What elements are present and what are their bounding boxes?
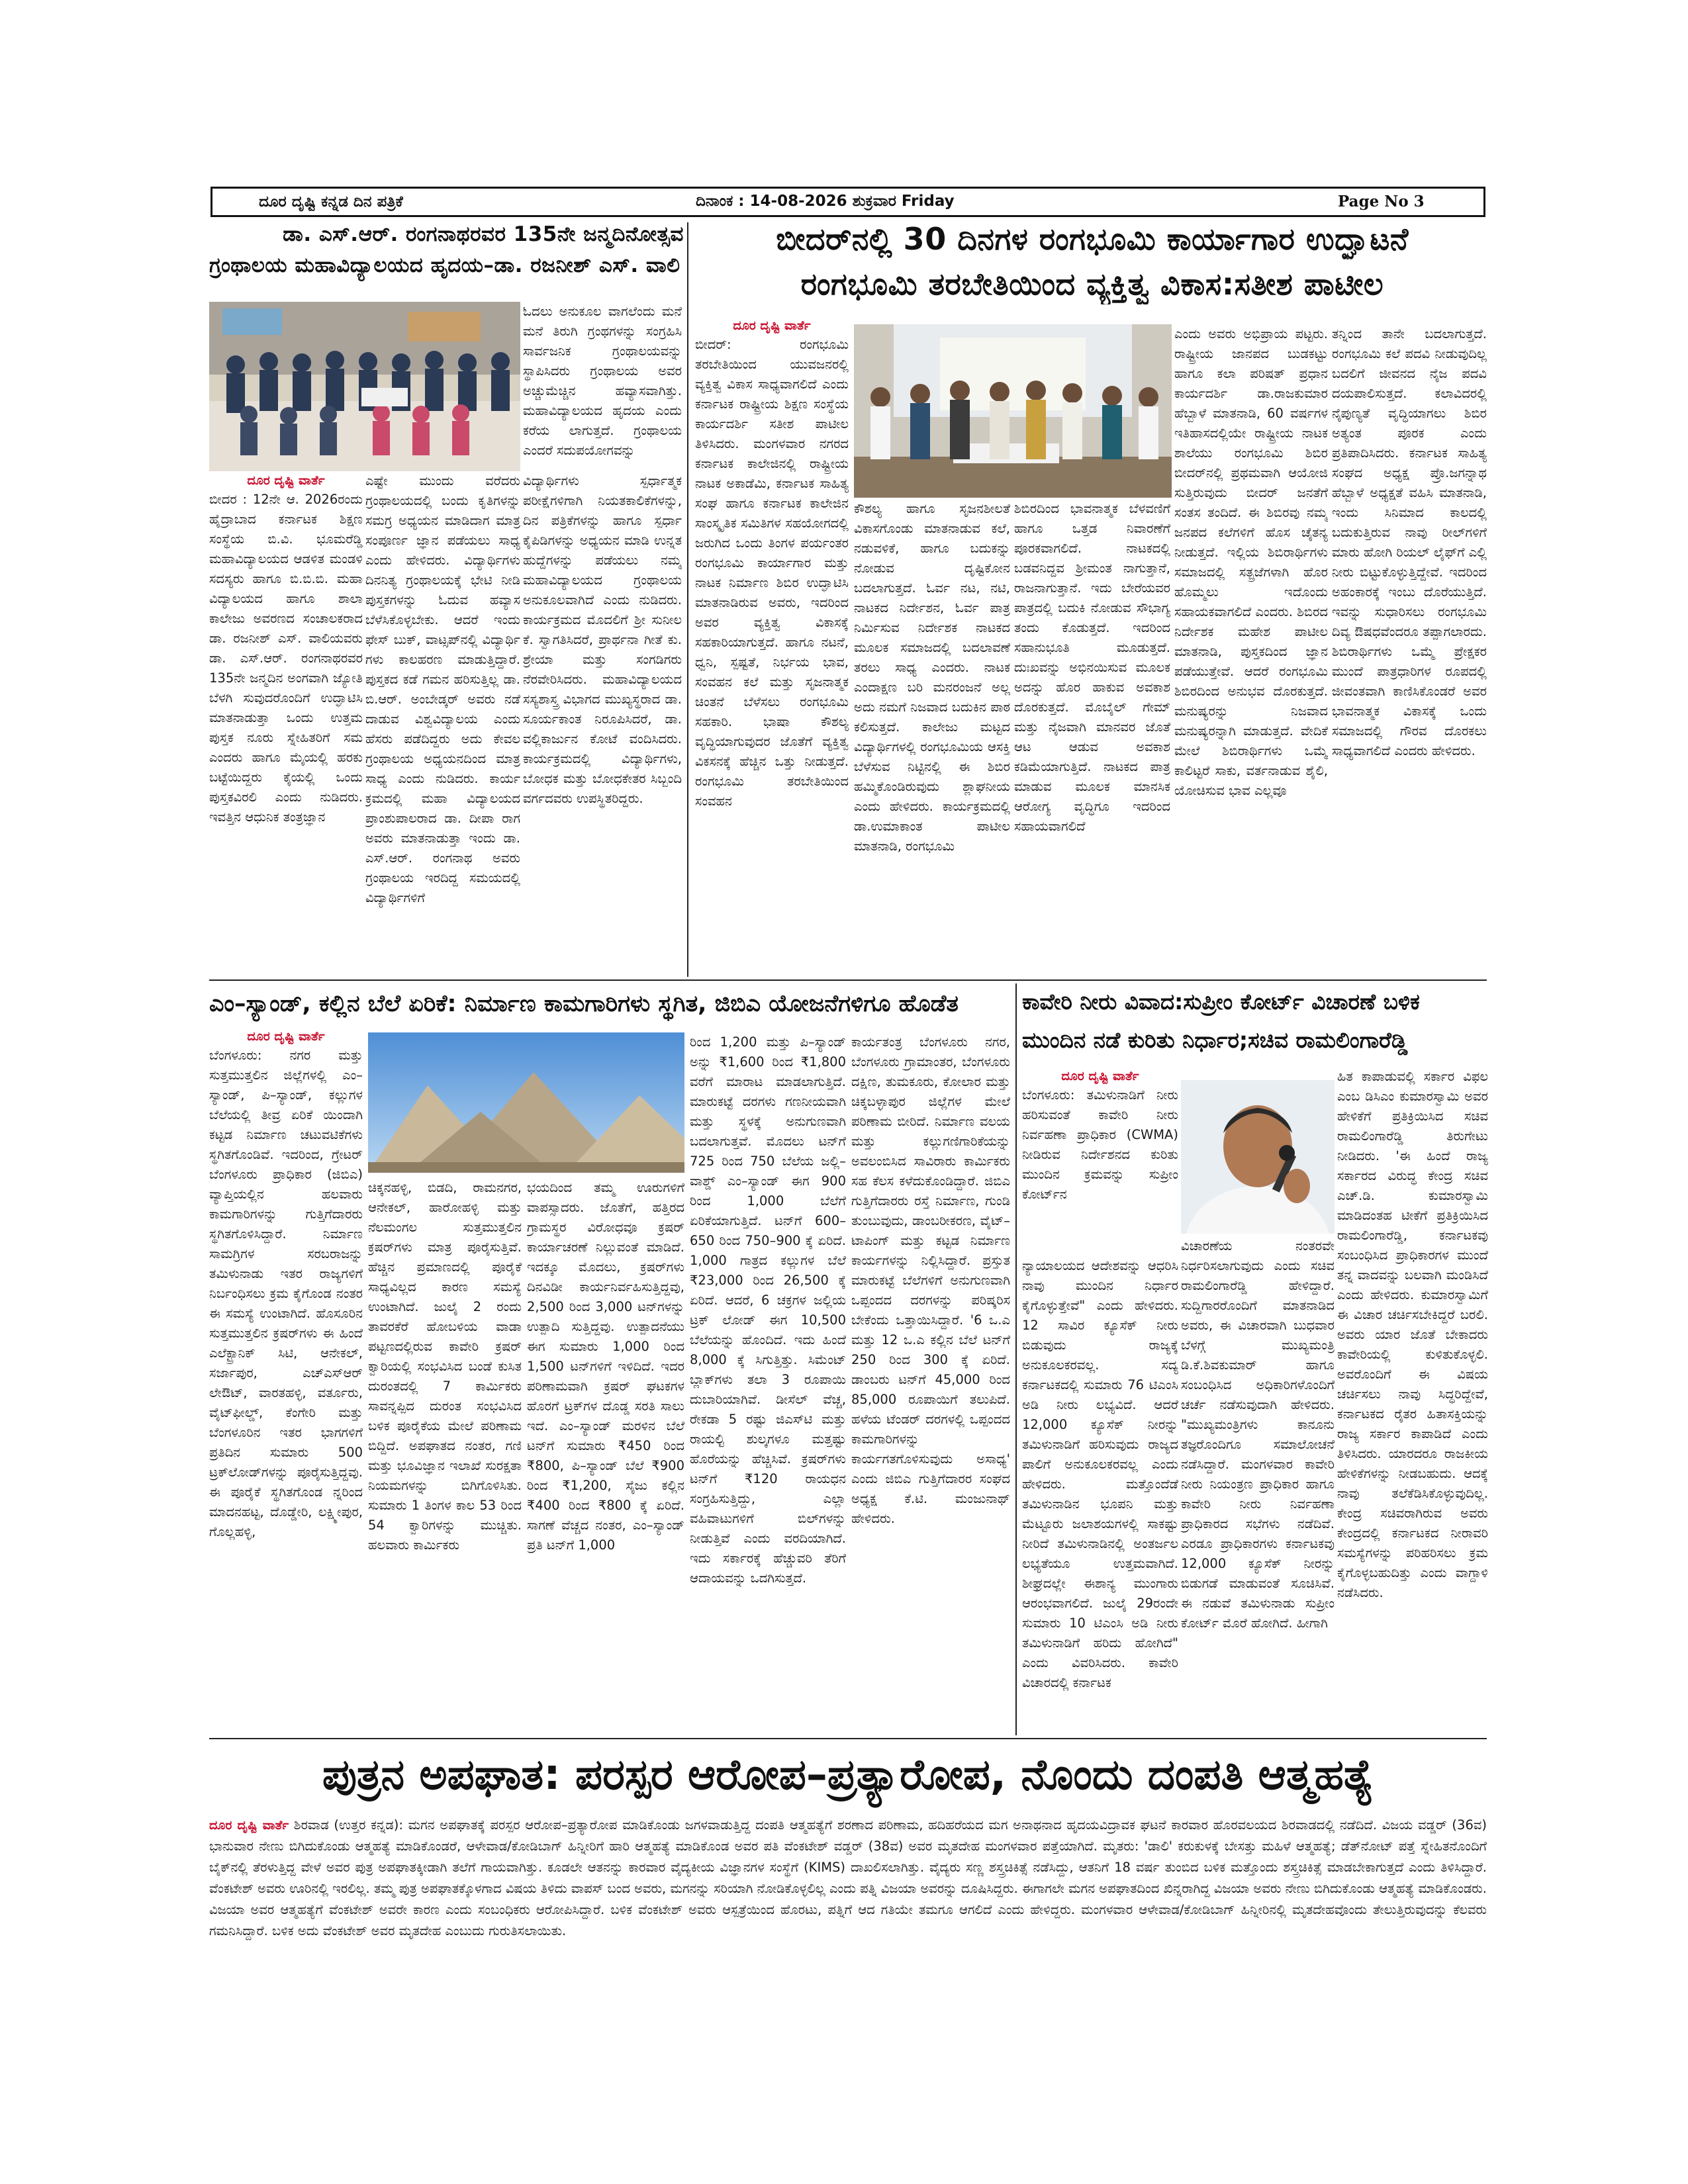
- story2-text-b: ಕೌಶಲ್ಯ ಹಾಗೂ ಸೃಜನಶೀಲತೆ ವಿಕಾಸಗೊಂಡು ಮಾತನಾಡುವ ಕಲೆ, ನಡುವಳಿಕೆ, ಹಾಗೂ ಬದುಕನ್ನು ನೋಡುವ ದೃಷ್ಟಿಕೋನ ಬದಲಾಗುತ್ತದೆ. ಓರ್ವ ನಟ, ನಟಿ, ನಾಟಕದ ನಿರ್ದೇಶನ, ಓರ್ವ ಪಾತ್ರ ನಿರ್ಮಿಸುವ ನಿರ್ದೇಶಕ ನಾಟಕದ ಮೂಲಕ ಸಮಾಜದಲ್ಲಿ ಬದಲಾವಣೆ ತರಲು ಸಾಧ್ಯ ಎಂದರು. ನಾಟಕ ಎಂದಾಕ್ಷಣ ಬರಿ ಮನರಂಜನೆ ಅಲ್ಲ ಅದು ನಮಗೆ ನಿಜವಾದ ಬದುಕಿನ ಪಾಠ ಕಲಿಸುತ್ತದೆ. ಕಾಲೇಜು ಮಟ್ಟದ ವಿದ್ಯಾರ್ಥಿಗಳಲ್ಲಿ ರಂಗಭೂಮಿಯ ಆಸಕ್ತಿ ಬೆಳೆಸುವ ನಿಟ್ಟಿನಲ್ಲಿ ಈ ಶಿಬಿರ ಹಮ್ಮಿಕೊಂಡಿರುವುದು ಶ್ಲಾಘನೀಯ ಎಂದು ಹೇಳಿದರು. ಕಾರ್ಯಕ್ರಮದಲ್ಲಿ ಡಾ.ಉಮಾಕಾಂತ ಪಾಟೀಲ ಮಾತನಾಡಿ, ರಂಗಭೂಮಿ: [854, 501, 1010, 854]
- byline: ದೂರ ದೃಷ್ಟಿ ವಾರ್ತೆ: [247, 1029, 325, 1044]
- story4-headline-2: ಮುಂದಿನ ನಡೆ ಕುರಿತು ನಿರ್ಧಾರ;ಸಚಿವ ರಾಮಲಿಂಗಾರೆಡ್ಡಿ: [1022, 1027, 1408, 1053]
- theatre-workshop-photo: [854, 324, 1172, 498]
- story5-body: [209, 1815, 1487, 2066]
- story4-column-a-top: [1022, 1067, 1178, 1255]
- story4-headline-1: ಕಾವೇರಿ ನೀರು ವಿವಾದ:ಸುಪ್ರೀಂ ಕೋರ್ಟ್ ವಿಚಾರಣೆ ಬಳಿಕ: [1022, 989, 1420, 1015]
- story1-column-a: [209, 471, 363, 981]
- story4-text-b: ವಿಚಾರಣೆಯ ನಂತರವೇ ನಿರ್ಧರಿಸಲಾಗುವುದು ಎಂದು ಸಚಿವ ರಾಮಲಿಂಗಾರೆಡ್ಡಿ ಹೇಳಿದ್ದಾರೆ. ಸುದ್ದಿಗಾರರೊಂದಿಗೆ ಮಾತನಾಡಿದ ಅವರು, ಈ ವಿಚಾರವಾಗಿ ಬುಧವಾರ ಬೆಳಗ್ಗೆ ಮುಖ್ಯಮಂತ್ರಿ ಡಿ.ಕೆ.ಶಿವಕುಮಾರ್ ಹಾಗೂ ಸಂಬಂಧಿಸಿದ ಅಧಿಕಾರಿಗಳೊಂದಿಗೆ ಚರ್ಚೆ ನಡೆಸುವುದಾಗಿ ಹೇಳಿದರು. "ಮುಖ್ಯಮಂತ್ರಿಗಳು ಕಾನೂನು ತಜ್ಞರೊಂದಿಗೂ ಸಮಾಲೋಚನೆ ನಡೆಸಿದ್ದಾರೆ. ಮಂಗಳವಾರ ಕಾವೇರಿ ನೀರು ನಿಯಂತ್ರಣ ಪ್ರಾಧಿಕಾರ ಹಾಗೂ ಕಾವೇರಿ ನೀರು ನಿರ್ವಹಣಾ ಪ್ರಾಧಿಕಾರದ ಸಭೆಗಳು ನಡೆದಿವೆ. ಎರಡೂ ಪ್ರಾಧಿಕಾರಗಳು ಕರ್ನಾಟಕವು 12,000 ಕ್ಯೂಸೆಕ್ ನೀರನ್ನು ಬಿಡುಗಡೆ ಮಾಡುವಂತೆ ಸೂಚಿಸಿವೆ. ಈ ನಡುವೆ ತಮಿಳುನಾಡು ಸುಪ್ರೀಂ ಕೋರ್ಟ್ ಮೊರೆ ಹೋಗಿದೆ. ಹೀಗಾಗಿ: [1181, 1238, 1335, 1631]
- byline: ದೂರ ದೃಷ್ಟಿ ವಾರ್ತೆ: [247, 473, 325, 488]
- library-event-photo: [209, 302, 520, 471]
- story1-headline-1: ಡಾ. ಎಸ್.ಆರ್. ರಂಗನಾಥರವರ 135ನೇ ಜನ್ಮದಿನೋತ್ಸವ: [283, 222, 684, 246]
- page-header: [211, 187, 1485, 217]
- story4-text-a-top: ಬೆಂಗಳೂರು: ತಮಿಳುನಾಡಿಗೆ ನೀರು ಹರಿಸುವಂತೆ ಕಾವೇರಿ ನೀರು ನಿರ್ವಹಣಾ ಪ್ರಾಧಿಕಾರ (CWMA) ನೀಡಿರುವ ನಿರ್ದೇಶನದ ಕುರಿತು ಮುಂದಿನ ಕ್ರಮವನ್ನು ಸುಪ್ರೀಂ ಕೋರ್ಟ್‌ನ: [1022, 1087, 1178, 1202]
- minister-portrait-photo: [1181, 1080, 1335, 1234]
- sand-heaps-photo: [368, 1032, 684, 1173]
- story2-headline-1: ಬೀದರ್‌ನಲ್ಲಿ 30 ದಿನಗಳ ರಂಗಭೂಮಿ ಕಾರ್ಯಾಗಾರ ಉದ್ಘಾಟನೆ: [776, 221, 1409, 257]
- story2-text-d: ಎಂದು ಅವರು ಅಭಿಪ್ರಾಯ ಪಟ್ಟರು. ರಾಷ್ಟ್ರೀಯ ಜಾನಪದ ಬುಡಕಟ್ಟು ಹಾಗೂ ಕಲಾ ಪರಿಷತ್ ಪ್ರಧಾನ ಕಾರ್ಯದರ್ಶಿ ಡಾ.ರಾಜಕುಮಾರ ಹೆಬ್ಬಾಳೆ ಮಾತನಾಡಿ, 60 ವರ್ಷಗಳ ಇತಿಹಾಸದಲ್ಲಿಯೇ ರಾಷ್ಟ್ರೀಯ ನಾಟಕ ಶಾಲೆಯು ರಂಗಭೂಮಿ ಶಿಬಿರ ಬೀದರ್‌ನಲ್ಲಿ ಪ್ರಥಮವಾಗಿ ಆಯೋಜಿ ಸುತ್ತಿರುವುದು ಬೀದರ್ ಜನತೆಗೆ ಸಂತಸ ತಂದಿದೆ. ಈ ಶಿಬಿರವು ನಮ್ಮ ಜನಪದ ಕಲೆಗಳಿಗೆ ಹೊಸ ಚೈತನ್ಯ ನೀಡುತ್ತದೆ. ಇಲ್ಲಿಯ ಶಿಬಿರಾರ್ಥಿಗಳು ಸಮಾಜದಲ್ಲಿ ಸತ್ಪ್ರಜೆಗಳಾಗಿ ಹೊರ ಹೊಮ್ಮಲು ಇದೊಂದು ಸಹಾಯಕವಾಗಲಿದೆ ಎಂದರು. ಶಿಬಿರದ ನಿರ್ದೇಶಕ ಮಹೇಶ ಪಾಟೀಲ ಮಾತನಾಡಿ, ಪುಸ್ತಕದಿಂದ ಜ್ಞಾನ ಪಡೆಯುತ್ತೇವೆ. ಆದರೆ ರಂಗಭೂಮಿ ಶಿಬಿರದಿಂದ ಅನುಭವ ದೊರಕುತ್ತದೆ. ಮನುಷ್ಯರನ್ನು ನಿಜವಾದ ಮನುಷ್ಯರನ್ನಾಗಿ ಮಾಡುತ್ತದೆ. ವೇದಿಕೆ ಮೇಲೆ ಶಿಬಿರಾರ್ಥಿಗಳು ಒಮ್ಮೆ ಕಾಲಿಟ್ಟರೆ ಸಾಕು, ವರ್ತನಾಡುವ ಶೈಲಿ, ಯೋಚಿಸುವ ಭಾವ ಎಲ್ಲವೂ: [1174, 326, 1328, 798]
- story3-headline: ಎಂ–ಸ್ಯಾಂಡ್, ಕಲ್ಲಿನ ಬೆಲೆ ಏರಿಕೆ: ನಿರ್ಮಾಣ ಕಾಮಗಾರಿಗಳು ಸ್ಥಗಿತ, ಜಿಬಿಎ ಯೋಜನೆಗಳಿಗೂ ಹೊಡೆತ: [209, 991, 959, 1017]
- story2-headline-2: ರಂಗಭೂಮಿ ತರಬೇತಿಯಿಂದ ವ್ಯಕ್ತಿತ್ವ ವಿಕಾಸ:ಸತೀಶ ಪಾಟೀಲ: [800, 266, 1384, 302]
- column-rule: [1015, 983, 1017, 1735]
- byline: ದೂರ ದೃಷ್ಟಿ ವಾರ್ತೆ: [209, 1818, 289, 1833]
- story5-text: ಶಿರವಾಡ (ಉತ್ತರ ಕನ್ನಡ): ಮಗನ ಅಪಘಾತಕ್ಕೆ ಪರಸ್ಪರ ಆರೋಪ–ಪ್ರತ್ಯಾರೋಪ ಮಾಡಿಕೊಂಡು ಜಗಳವಾಡುತ್ತಿದ್ದ ದಂಪತಿ ಆತ್ಮಹತ್ಯೆಗೆ ಶರಣಾದ ಪರಿಣಾಮ, ಹದಿಹರೆಯದ ಮಗ ಅನಾಥನಾದ ಹೃದಯವಿದ್ರಾವಕ ಘಟನೆ ಕಾರವಾರ ಹೊರವಲಯದ ಶಿರವಾಡದಲ್ಲಿ ನಡೆದಿದೆ. ವಿಜಯ ವಡ್ಡರ್ (36ವ) ಭಾನುವಾರ ನೇಣು ಬಿಗಿದುಕೊಂಡು ಆತ್ಮಹತ್ಯೆ ಮಾಡಿಕೊಂಡರೆ, ಆಳೇವಾಡ/ಕೋಡಿಬಾಗ್ ಹಿನ್ನೀರಿಗೆ ಹಾರಿ ಆತ್ಮಹತ್ಯೆ ಮಾಡಿಕೊಂಡ ಅವರ ಪತಿ ವೆಂಕಟೇಶ್ ವಡ್ಡರ್ (38ವ) ಅವರ ಮೃತದೇಹ ಮಂಗಳವಾರ ಪತ್ತೆಯಾಗಿದೆ. ಮೃತರು: 'ಡಾಲಿ' ಕರುಕುಳಕ್ಕೆ ಬೇಸತ್ತು ಮಹಿಳೆ ಆತ್ಮಹತ್ಯೆ; ಡೆತ್‌ನೋಟ್ ಪತ್ತೆ ಸ್ನೇಹಿತನೊಂದಿಗೆ ಬೈಕ್‌ನಲ್ಲಿ ತೆರಳುತ್ತಿದ್ದ ವೇಳೆ ಅವರ ಪುತ್ರ ಅಪಘಾತಕ್ಕೀಡಾಗಿ ತಲೆಗೆ ಗಾಯವಾಗಿತ್ತು. ಕೂಡಲೇ ಆತನನ್ನು ಕಾರವಾರ ವೈದ್ಯಕೀಯ ವಿಜ್ಞಾನಗಳ ಸಂಸ್ಥೆಗೆ (KIMS) ದಾಖಲಿಸಲಾಗಿತ್ತು. ವೈದ್ಯರು ಸಣ್ಣ ಶಸ್ತ್ರಚಿಕಿತ್ಸೆ ನಡೆಸಿದ್ದು, ಆತನಿಗೆ 18 ವರ್ಷ ತುಂಬಿದ ಬಳಿಕ ಮತ್ತೊಂದು ಶಸ್ತ್ರಚಿಕಿತ್ಸೆ ಮಾಡಬೇಕಾಗುತ್ತದೆ ಎಂದು ತಿಳಿಸಿದ್ದಾರೆ. ವೆಂಕಟೇಶ್ ಅವರು ಊರಿನಲ್ಲಿ ಇರಲಿಲ್ಲ. ತಮ್ಮ ಪುತ್ರ ಅಪಘಾತಕ್ಕೊಳಗಾದ ವಿಷಯ ತಿಳಿದು ವಾಪಸ್ ಬಂದ ಅವರು, ಮಗನನ್ನು ಸರಿಯಾಗಿ ನೋಡಿಕೊಳ್ಳಲಿಲ್ಲ ಎಂದು ಪತ್ನಿ ವಿಜಯಾ ಅವರನ್ನು ದೂಷಿಸಿದ್ದರು. ಈಗಾಗಲೇ ಮಗನ ಅಪಘಾತದಿಂದ ಖಿನ್ನರಾಗಿದ್ದ ವಿಜಯಾ ಅವರು ನೇಣು ಬಿಗಿದುಕೊಂಡು ಆತ್ಮಹತ್ಯೆ ಮಾಡಿಕೊಂಡರು. ವಿಜಯಾ ಅವರ ಆತ್ಮಹತ್ಯೆಗೆ ವೆಂಕಟೇಶ್ ಅವರೇ ಕಾರಣ ಎಂದು ಸಂಬಂಧಿಕರು ಆರೋಪಿಸಿದ್ದಾರೆ. ಬಳಿಕ ವೆಂಕಟೇಶ್ ಅವರು ಆಸ್ಪತ್ರೆಯಿಂದ ಹೊರಟು, ಪತ್ನಿಗೆ ಆದ ಗತಿಯೇ ತಮಗೂ ಆಗಲಿದೆ ಎಂದು ಹೇಳಿದ್ದರು. ಮಂಗಳವಾರ ಆಳೇವಾಡ/ಕೋಡಿಬಾಗ್ ಹಿನ್ನೀರಿನಲ್ಲಿ ಮೃತದೇಹವೊಂದು ತೇಲುತ್ತಿರುವುದನ್ನು ಕೆಲವರು ಗಮನಿಸಿದ್ದಾರೆ. ಬಳಿಕ ಅದು ವೆಂಕಟೇಶ್ ಅವರ ಮೃತದೇಹ ಎಂಬುದು ಗುರುತಿಸಲಾಯಿತು.: [209, 1817, 1487, 1938]
- story3-column-a: [209, 1027, 363, 1734]
- story3-text-d: ರಿಂದ 1,200 ಮತ್ತು ಪಿ–ಸ್ಯಾಂಡ್ ಅನ್ನು ₹1,600 ರಿಂದ ₹1,800 ವರೆಗೆ ಮಾರಾಟ ಮಾಡಲಾಗುತ್ತಿದೆ. ಮಾರುಕಟ್ಟೆ ದರಗಳು ಗಣನೀಯವಾಗಿ ಮತ್ತು ಸ್ಥಳಕ್ಕೆ ಅನುಗುಣವಾಗಿ ಬದಲಾಗುತ್ತವೆ. ಮೊದಲು ಟನ್‌ಗೆ 725 ರಿಂದ 750 ಬೆಲೆಯ ಜಲ್ಲಿ–ವಾಶ್ಡ್ ಎಂ–ಸ್ಯಾಂಡ್ ಈಗ 900 ರಿಂದ 1,000 ಬೆಲೆಗೆ ಏರಿಕೆಯಾಗುತ್ತಿದೆ. ಟನ್‌ಗೆ 600–650 ರಿಂದ 750–900 ಕ್ಕೆ ಏರಿದೆ. 1,000 ಗಾತ್ರದ ಕಲ್ಲುಗಳ ಬೆಲೆ ₹23,000 ರಿಂದ 26,500 ಕ್ಕೆ ಏರಿದೆ. ಆದರೆ, 6 ಚಕ್ರಗಳ ಜಲ್ಲಿಯ ಟ್ರಕ್ ಲೋಡ್ ಈಗ 10,500 ಬೆಲೆಯನ್ನು ಹೊಂದಿದೆ. ಇದು ಹಿಂದೆ 8,000 ಕ್ಕೆ ಸಿಗುತ್ತಿತ್ತು. ಸಿಮೆಂಟ್ ಬ್ಲಾಕ್‌ಗಳು ತಲಾ 3 ರೂಪಾಯಿ ದುಬಾರಿಯಾಗಿವೆ. ಡೀಸೆಲ್ ವೆಚ್ಚ, ರೇಕಡಾ 5 ರಷ್ಟು ಜಿಎಸ್‌ಟಿ ಮತ್ತು ರಾಯಲ್ಟಿ ಶುಲ್ಕಗಳೂ ಮತ್ತಷ್ಟು ಹೊರೆಯನ್ನು ಹೆಚ್ಚಿಸಿವೆ. ಕ್ರಷರ್‌ಗಳು ಟನ್‌ಗೆ ₹120 ರಾಯಧನ ಸಂಗ್ರಹಿಸುತ್ತಿದ್ದು, ಎಲ್ಲಾ ವಹಿವಾಟುಗಳಿಗೆ ಬಿಲ್‌ಗಳನ್ನು ನೀಡುತ್ತಿವೆ ಎಂದು ವರದಿಯಾಗಿದೆ. ಇದು ಸರ್ಕಾರಕ್ಕೆ ಹೆಚ್ಚುವರಿ ತೆರಿಗೆ ಆದಾಯವನ್ನು ಒದಗಿಸುತ್ತದೆ.: [690, 1034, 846, 1586]
- section-rule: [209, 1738, 1487, 1739]
- byline: ದೂರ ದೃಷ್ಟಿ ವಾರ್ತೆ: [733, 318, 811, 333]
- story3-text-a: ಬೆಂಗಳೂರು: ನಗರ ಮತ್ತು ಸುತ್ತಮುತ್ತಲಿನ ಜಿಲ್ಲೆಗಳಲ್ಲಿ ಎಂ–ಸ್ಯಾಂಡ್, ಪಿ–ಸ್ಯಾಂಡ್, ಕಲ್ಲುಗಳ ಬೆಲೆಯಲ್ಲಿ ತೀವ್ರ ಏರಿಕೆ ಯಿಂದಾಗಿ ಕಟ್ಟಡ ನಿರ್ಮಾಣ ಚಟುವಟಿಕೆಗಳು ಸ್ಥಗಿತಗೊಂಡಿವೆ. ಇದರಿಂದ, ಗ್ರೇಟರ್ ಬೆಂಗಳೂರು ಪ್ರಾಧಿಕಾರ (ಜಿಬಿಎ) ವ್ಯಾಪ್ತಿಯಲ್ಲಿನ ಹಲವಾರು ಕಾಮಗಾರಿಗಳನ್ನು ಗುತ್ತಿಗೆದಾರರು ಸ್ಥಗಿತಗೊಳಿಸಿದ್ದಾರೆ. ನಿರ್ಮಾಣ ಸಾಮಗ್ರಿಗಳ ಸರಬರಾಜನ್ನು ತಮಿಳುನಾಡು ಇತರ ರಾಜ್ಯಗಳಿಗೆ ನಿರ್ಬಂಧಿಸಲು ಕ್ರಮ ಕೈಗೊಂಡ ನಂತರ ಈ ಸಮಸ್ಯೆ ಉಂಟಾಗಿದೆ. ಹೊಸೂರಿನ ಸುತ್ತಮುತ್ತಲಿನ ಕ್ರಷರ್‌ಗಳು ಈ ಹಿಂದೆ ಎಲೆಕ್ಟ್ರಾನಿಕ್ ಸಿಟಿ, ಆನೇಕಲ್, ಸರ್ಜಾಪುರ, ಎಚ್‌ಎಸ್‌ಆರ್ ಲೇಔಟ್, ವಾರತಹಳ್ಳಿ, ವರ್ತೂರು, ವೈಟ್‌ಫೀಲ್ಡ್, ಕೆಂಗೇರಿ ಮತ್ತು ಬೆಂಗಳೂರಿನ ಇತರ ಭಾಗಗಳಿಗೆ ಪ್ರತಿದಿನ ಸುಮಾರು 500 ಟ್ರಕ್‌ಲೋಡ್‌ಗಳನ್ನು ಪೂರೈಸುತ್ತಿದ್ದವು. ಈ ಪೂರೈಕೆ ಸ್ಥಗಿತಗೊಂಡ ನ್ನರಿಂದ ಮಾದನಹಟ್ಟ, ದೊಡ್ಡೇರಿ, ಲಕ್ಷ್ಮೀಪುರ, ಗೊಲ್ಲಹಳ್ಳಿ,: [209, 1048, 363, 1539]
- story3-text-b: ಚಿಕ್ಕನಹಳ್ಳಿ, ಬಿಡದಿ, ರಾಮನಗರ, ಆನೇಕಲ್, ಹಾರೋಹಳ್ಳಿ ಮತ್ತು ನೆಲಮಂಗಲ ಸುತ್ತಮುತ್ತಲಿನ ಕ್ರಷರ್‌ಗಳು ಮಾತ್ರ ಪೂರೈಸುತ್ತಿವೆ. ಹೆಚ್ಚಿನ ಪ್ರಮಾಣದಲ್ಲಿ ಪೂರೈಕೆ ಸಾಧ್ಯವಿಲ್ಲದ ಕಾರಣ ಸಮಸ್ಯೆ ಉಂಟಾಗಿದೆ. ಜುಲೈ 2 ರಂದು ತಾವರಕೆರೆ ಹೋಬಳಿಯ ವಾಡಾ ಪಟ್ಟಣದಲ್ಲಿರುವ ಕಾವೇರಿ ಕ್ರಷರ್ ಕ್ವಾರಿಯಲ್ಲಿ ಸಂಭವಿಸಿದ ಬಂಡೆ ಕುಸಿತ ದುರಂತದಲ್ಲಿ 7 ಕಾರ್ಮಿಕರು ಸಾವನ್ನಪ್ಪಿದ ದುರಂತ ಸಂಭವಿಸಿದ ಬಳಿಕ ಪೂರೈಕೆಯ ಮೇಲೆ ಪರಿಣಾಮ ಬಿದ್ದಿದೆ. ಅಪಘಾತದ ನಂತರ, ಗಣಿ ಮತ್ತು ಭೂವಿಜ್ಞಾನ ಇಲಾಖೆ ಸುರಕ್ಷತಾ ನಿಯಮಗಳನ್ನು ಬಿಗಿಗೊಳಿಸಿತು. ಸುಮಾರು 1 ತಿಂಗಳ ಕಾಲ 53 ರಿಂದ 54 ಕ್ವಾರಿಗಳನ್ನು ಮುಚ್ಚಿತು. ಹಲವಾರು ಕಾರ್ಮಿಕರು: [368, 1180, 522, 1553]
- story1-text-a: ಬೀದರ : 12ನೇ ಆ. 2026ರಂದು ಹೈದ್ರಾಬಾದ ಕರ್ನಾಟಕ ಶಿಕ್ಷಣ ಸಂಸ್ಥೆಯ ಬಿ.ವಿ. ಭೂಮರೆಡ್ಡಿ ಮಹಾವಿದ್ಯಾಲಯದ ಆಡಳಿತ ಮಂಡಳಿ ಸದಸ್ಯರು ಹಾಗೂ ಬಿ.ಬಿ.ಬಿ. ಮಹಾ ವಿದ್ಯಾಲಯದ ಹಾಗೂ ಶಾಲಾ ಕಾಲೇಜು ಅವರಣದ ಸಂಚಾಲಕರಾದ ಡಾ. ರಜನೀಶ್ ಎಸ್. ವಾಲಿಯವರು ಡಾ. ಎಸ್.ಆರ್. ರಂಗನಾಥರವರ 135ನೇ ಜನ್ಮದಿನ ಅಂಗವಾಗಿ ಜ್ಯೋತಿ ಬೆಳಗಿ ಸುವುದರೊಂದಿಗೆ ಉದ್ಘಾಟಿಸಿ ಮಾತನಾಡುತ್ತಾ ಒಂದು ಉತ್ತಮ ಪುಸ್ತಕ ನೂರು ಸ್ನೇಹಿತರಿಗೆ ಸಮ ಎಂದರು ಹಾಗೂ ಮೈಯಲ್ಲಿ ಹರಕು ಬಟ್ಟೆಯಿದ್ದರು ಕೈಯಲ್ಲಿ ಒಂದು ಪುಸ್ತಕವಿರಲಿ ಎಂದು ನುಡಿದರು. ಇವತ್ತಿನ ಆಧುನಿಕ ತಂತ್ರಜ್ಞಾನ: [209, 492, 363, 825]
- paper-name: ದೂರ ದೃಷ್ಟಿ ಕನ್ನಡ ದಿನ ಪತ್ರಿಕೆ: [259, 193, 403, 210]
- story3-text-c: ಭಯದಿಂದ ತಮ್ಮ ಊರುಗಳಿಗೆ ವಾಪಸ್ಸಾದರು. ಜೊತೆಗೆ, ಹತ್ತಿರದ ಗ್ರಾಮಸ್ಥರ ವಿರೋಧವೂ ಕ್ರಷರ್ ಕಾರ್ಯಾಚರಣೆ ನಿಲ್ಲುವಂತೆ ಮಾಡಿದೆ. ಇದಕ್ಕೂ ಮೊದಲು, ಕ್ರಷರ್‌ಗಳು ದಿನವಿಡೀ ಕಾರ್ಯನಿರ್ವಹಿಸುತ್ತಿದ್ದವು, 2,500 ರಿಂದ 3,000 ಟನ್‌ಗಳನ್ನು ಉತ್ಪಾದಿ ಸುತ್ತಿದ್ದವು. ಉತ್ಪಾದನೆಯು ಈಗ ಸುಮಾರು 1,000 ರಿಂದ 1,500 ಟನ್‌ಗಳಿಗೆ ಇಳಿದಿದೆ. ಇದರ ಪರಿಣಾಮವಾಗಿ ಕ್ರಷರ್ ಘಟಕಗಳ ಹೊರಗೆ ಟ್ರಕ್‌ಗಳ ದೊಡ್ಡ ಸರತಿ ಸಾಲು ಇದೆ. ಎಂ–ಸ್ಯಾಂಡ್ ಮರಳಿನ ಬೆಲೆ ಟನ್‌ಗೆ ಸುಮಾರು ₹450 ರಿಂದ ₹800, ಪಿ–ಸ್ಯಾಂಡ್ ಬೆಲೆ ₹900 ರಿಂದ ₹1,200, ಸೈಜು ಕಲ್ಲಿನ ₹400 ರಿಂದ ₹800 ಕ್ಕೆ ಏರಿದೆ. ಸಾಗಣೆ ವೆಚ್ಚದ ನಂತರ, ಎಂ–ಸ್ಯಾಂಡ್ ಪ್ರತಿ ಟನ್‌ಗೆ 1,000: [527, 1180, 684, 1553]
- story4-text-c: ಹಿತ ಕಾಪಾಡುವಲ್ಲಿ ಸರ್ಕಾರ ವಿಫಲ ಎಂಬ ಡಿಸಿಎಂ ಕುಮಾರಸ್ವಾಮಿ ಅವರ ಹೇಳಿಕೆಗೆ ಪ್ರತಿಕ್ರಿಯಿಸಿದ ಸಚಿವ ರಾಮಲಿಂಗಾರೆಡ್ಡಿ ತಿರುಗೇಟು ನೀಡಿದರು. 'ಈ ಹಿಂದೆ ರಾಜ್ಯ ಸರ್ಕಾರದ ವಿರುದ್ಧ ಕೇಂದ್ರ ಸಚಿವ ಎಚ್.ಡಿ. ಕುಮಾರಸ್ವಾಮಿ ಮಾಡಿದಂತಹ ಟೀಕೆಗೆ ಪ್ರತಿಕ್ರಿಯಿಸಿದ ರಾಮಲಿಂಗಾರೆಡ್ಡಿ, ಕರ್ನಾಟಕವು ಸಂಬಂಧಿಸಿದ ಪ್ರಾಧಿಕಾರಗಳ ಮುಂದೆ ತನ್ನ ವಾದವನ್ನು ಬಲವಾಗಿ ಮಂಡಿಸಿದೆ ಎಂದು ಹೇಳಿದರು. ಕುಮಾರಸ್ವಾಮಿಗೆ ಈ ವಿಚಾರ ಚರ್ಚಿಸಬೇಕಿದ್ದರೆ ಬರಲಿ. ಅವರು ಯಾರ ಜೊತೆ ಬೇಕಾದರು ಕಾವೇರಿಯಲ್ಲಿ ಕುಳಿತುಕೊಳ್ಳಲಿ. ಅವರೊಂದಿಗೆ ಈ ವಿಷಯ ಚರ್ಚಿಸಲು ನಾವು ಸಿದ್ಧರಿದ್ದೇವೆ, ಕರ್ನಾಟಕದ ರೈತರ ಹಿತಾಸಕ್ತಿಯನ್ನು ರಾಜ್ಯ ಸರ್ಕಾರ ಕಾಪಾಡಿದೆ ಎಂದು ತಿಳಿಸಿದರು. ಯಾರದರೂ ರಾಜಕೀಯ ಹೇಳಿಕೆಗಳನ್ನು ನೀಡಬಹುದು. ಆದಕ್ಕೆ ನಾವು ತಲೆಕೆಡಿಸಿಕೊಳ್ಳುವುದಿಲ್ಲ. ಕೇಂದ್ರ ಸಚಿವರಾಗಿರುವ ಅವರು ಕೇಂದ್ರದಲ್ಲಿ ಕರ್ನಾಟಕದ ನೀರಾವರಿ ಸಮಸ್ಯೆಗಳನ್ನು ಪರಿಹರಿಸಲು ಕ್ರಮ ಕೈಗೊಳ್ಳಬಹುದಿತ್ತು ಎಂದು ವಾಗ್ದಾಳಿ ನಡೆಸಿದರು.: [1337, 1069, 1488, 1600]
- story1-text-c-top: ಓದಲು ಅನುಕೂಲ ವಾಗಲೆಂದು ಮನೆ ಮನೆ ತಿರುಗಿ ಗ್ರಂಥಗಳನ್ನು ಸಂಗ್ರಹಿಸಿ ಸಾರ್ವಜನಿಕ ಗ್ರಂಥಾಲಯವನ್ನು ಸ್ಥಾಪಿಸಿದರು ಗ್ರಂಥಾಲಯ ಅವರ ಅಚ್ಚುಮೆಚ್ಚಿನ ಹವ್ಯಾಸವಾಗಿತ್ತು. ಮಹಾವಿದ್ಯಾಲಯದ ಹೃದಯ ಎಂದು ಕರೆಯ ಲಾಗುತ್ತದೆ. ಗ್ರಂಥಾಲಯ ಎಂದರೆ ಸದುಪಯೋಗವನ್ನು: [523, 304, 682, 458]
- column-rule: [687, 222, 688, 977]
- story1-text-b: ಎಷ್ಟೇ ಮುಂದು ವರೆದರು ಗ್ರಂಥಾಲಯದಲ್ಲಿ ಬಂದು ಕೃತಿಗಳನ್ನು ಸಮಗ್ರ ಅಧ್ಯಯನ ಮಾಡಿದಾಗ ಮಾತ್ರ ಸಂಪೂರ್ಣ ಜ್ಞಾನ ಪಡೆಯಲು ಸಾಧ್ಯ ಎಂದು ಹೇಳಿದರು. ವಿದ್ಯಾರ್ಥಿಗಳು ದಿನನಿತ್ಯ ಗ್ರಂಥಾಲಯಕ್ಕೆ ಭೇಟಿ ನೀಡಿ ಪುಸ್ತಕಗಳನ್ನು ಓದುವ ಹವ್ಯಾಸ ಬೆಳೆಸಿಕೊಳ್ಳಬೇಕು. ಆದರೆ ಇಂದು ಫೇಸ್ ಬುಕ್, ವಾಟ್ಸಪ್‌ನಲ್ಲಿ ವಿದ್ಯಾರ್ಥಿ ಗಳು ಕಾಲಹರಣ ಮಾಡುತ್ತಿದ್ದಾರೆ. ಪುಸ್ತಕದ ಕಡೆ ಗಮನ ಹರಿಸುತ್ತಿಲ್ಲ ಡಾ. ಬಿ.ಆರ್. ಅಂಬೇಡ್ಕರ್ ಅವರು ನಡೆ ದಾಡುವ ವಿಶ್ವವಿದ್ಯಾಲಯ ಎಂದು ಹೆಸರು ಪಡೆದಿದ್ದರು ಅದು ಕೇವಲ ಗ್ರಂಥಾಲಯ ಅಧ್ಯಯನದಿಂದ ಮಾತ್ರ ಸಾಧ್ಯ ಎಂದು ನುಡಿದರು. ಕಾರ್ಯ ಕ್ರಮದಲ್ಲಿ ಮಹಾ ವಿದ್ಯಾಲಯದ ಪ್ರಾಂಶುಪಾಲರಾದ ಡಾ. ದೀಪಾ ರಾಗ ಅವರು ಮಾತನಾಡುತ್ತಾ ಇಂದು ಡಾ. ಎಸ್.ಆರ್. ರಂಗನಾಥ ಅವರು ಗ್ರಂಥಾಲಯ ಇರದಿದ್ದ ಸಮಯದಲ್ಲಿ ವಿದ್ಯಾರ್ಥಿಗಳಿಗೆ: [365, 473, 520, 905]
- story2-column-a: [695, 316, 849, 978]
- story2-text-e: ತನ್ನಿಂದ ತಾನೇ ಬದಲಾಗುತ್ತದೆ. ರಂಗಭೂಮಿ ಕಲೆ ಪದವಿ ನೀಡುವುದಿಲ್ಲ ಬದಲಿಗೆ ಜೀವನದ ನೈಜ ಪದವಿ ದಯಪಾಲಿಸುತ್ತದೆ. ಕಲಾವಿದರಲ್ಲಿ ನೈಪುಣ್ಯತೆ ವೃದ್ಧಿಯಾಗಲು ಶಿಬಿರ ಅತ್ಯಂತ ಪೂರಕ ಎಂದು ಪ್ರತಿಪಾದಿಸಿದರು. ಕರ್ನಾಟಕ ಸಾಹಿತ್ಯ ಸಂಘದ ಅಧ್ಯಕ್ಷ ಪ್ರೊ.ಜಗನ್ನಾಥ ಹೆಬ್ಬಾಳೆ ಅಧ್ಯಕ್ಷತೆ ವಹಿಸಿ ಮಾತನಾಡಿ, ಇಂದು ಸಿನಿಮಾದ ಕಾಲದಲ್ಲಿ ಬದುಕುತ್ತಿರುವ ನಾವು ರೀಲ್‌ಗಳಿಗೆ ಮಾರು ಹೋಗಿ ರಿಯಲ್ ಲೈಫ್‌ಗೆ ಎಲ್ಲಿ ನೀರು ಬಿಟ್ಟುಕೊಳ್ಳುತ್ತಿದ್ದೇವೆ. ಇದರಿಂದ ಅಹಂಕಾರಕ್ಕೆ ಇಂಬು ದೊರೆಯುತ್ತಿದೆ. ಇವನ್ನು ಸುಧಾರಿಸಲು ರಂಗಭೂಮಿ ದಿವ್ಯ ಔಷಧವೆಂದರೂ ತಪ್ಪಾಗಲಾರದು. ಶಿಬಿರಾರ್ಥಿಗಳು ಒಮ್ಮೆ ಪ್ರೇಕ್ಷಕರ ಮುಂದೆ ಪಾತ್ರಧಾರಿಗಳ ರೂಪದಲ್ಲಿ ಜೀವಂತವಾಗಿ ಕಾಣಿಸಿಕೊಂಡರೆ ಅವರ ಭಾವನಾತ್ಮಕ ವಿಕಾಸಕ್ಕೆ ಒಂದು ಸಮಾಜದಲ್ಲಿ ಗೌರವ ದೊರಕಲು ಸಾಧ್ಯವಾಗಲಿದೆ ಎಂದರು ಹೇಳಿದರು.: [1332, 326, 1487, 758]
- issue-date: ದಿನಾಂಕ : 14-08-2026 ಶುಕ್ರವಾರ Friday: [696, 193, 955, 210]
- story5-headline: ಪುತ್ರನ ಅಪಘಾತ: ಪರಸ್ಪರ ಆರೋಪ–ಪ್ರತ್ಯಾರೋಪ, ನೊಂದು ದಂಪತಿ ಆತ್ಮಹತ್ಯೆ: [322, 1751, 1374, 1799]
- byline: ದೂರ ದೃಷ್ಟಿ ವಾರ್ತೆ: [1061, 1069, 1139, 1083]
- story3-text-e: ಕಾರ್ಯತಂತ್ರ ಬೆಂಗಳೂರು ನಗರ, ಬೆಂಗಳೂರು ಗ್ರಾಮಾಂತರ, ಬೆಂಗಳೂರು ದಕ್ಷಿಣ, ತುಮಕೂರು, ಕೋಲಾರ ಮತ್ತು ಚಿಕ್ಕಬಳ್ಳಾಪುರ ಜಿಲ್ಲೆಗಳ ಮೇಲೆ ಪರಿಣಾಮ ಬೀರಿದೆ. ನಿರ್ಮಾಣ ವಲಯ ಮತ್ತು ಕಲ್ಲುಗಣಿಗಾರಿಕೆಯನ್ನು ಅವಲಂಬಿಸಿದ ಸಾವಿರಾರು ಕಾರ್ಮಿಕರು ಸಹ ಕೆಲಸ ಕಳೆದುಕೊಂಡಿದ್ದಾರೆ. ಜಿಬಿಎ ಗುತ್ತಿಗೆದಾರರು ರಸ್ತೆ ನಿರ್ಮಾಣ, ಗುಂಡಿ ತುಂಬುವುದು, ಡಾಂಬರೀಕರಣ, ವೈಟ್–ಟಾಪಿಂಗ್ ಮತ್ತು ಕಟ್ಟಡ ನಿರ್ಮಾಣ ಕಾರ್ಯಗಳನ್ನು ನಿಲ್ಲಿಸಿದ್ದಾರೆ. ಪ್ರಸ್ತುತ ಮಾರುಕಟ್ಟೆ ಬೆಲೆಗಳಿಗೆ ಅನುಗುಣವಾಗಿ ಒಪ್ಪಂದದ ದರಗಳನ್ನು ಪರಿಷ್ಕರಿಸ ಬೇಕೆಂದು ಒತ್ತಾಯಿಸಿದ್ದಾರೆ. '6 ಒ.ಎ ಮತ್ತು 12 ಒ.ಎ ಕಲ್ಲಿನ ಬೆಲೆ ಟನ್‌ಗೆ 250 ರಿಂದ 300 ಕ್ಕೆ ಏರಿದೆ. ಡಾಂಬರು ಟನ್‌ಗೆ 45,000 ರಿಂದ 85,000 ರೂಪಾಯಿಗೆ ತಲುಪಿದೆ. ಹಳೆಯ ಟೆಂಡರ್ ದರಗಳಲ್ಲಿ ಒಪ್ಪಂದದ ಕಾಮಗಾರಿಗಳನ್ನು ಕಾರ್ಯಗತಗೊಳಿಸುವುದು ಅಸಾಧ್ಯ' ಎಂದು ಜಿಬಿಎ ಗುತ್ತಿಗೆದಾರರ ಸಂಘದ ಅಧ್ಯಕ್ಷ ಕೆ.ಟಿ. ಮಂಜುನಾಥ್ ಹೇಳಿದರು.: [851, 1034, 1010, 1526]
- story1-text-c: ವಿದ್ಯಾರ್ಥಿಗಳು ಸ್ಪರ್ಧಾತ್ಮಕ ಪರೀಕ್ಷೆಗಳಿಗಾಗಿ ನಿಯತಕಾಲಿಕೆಗಳನ್ನು, ದಿನ ಪತ್ರಿಕೆಗಳನ್ನು ಹಾಗೂ ಸ್ಪರ್ಧಾ ಕೈಪಿಡಿಗಳನ್ನು ಅಧ್ಯಯನ ಮಾಡಿ ಉನ್ನತ ಹುದ್ದೆಗಳನ್ನು ಪಡೆಯಲು ನಮ್ಮ ಮಹಾವಿದ್ಯಾಲಯದ ಗ್ರಂಥಾಲಯ ಅನುಕೂಲವಾಗಿದೆ ಎಂದು ನುಡಿದರು. ಕಾರ್ಯಕ್ರಮದ ಮೊದಲಿಗೆ ಶ್ರೀ ಸುನೀಲ ಕೆ. ಸ್ವಾಗತಿಸಿದರೆ, ಪ್ರಾರ್ಥನಾ ಗೀತೆ ಕು. ಶ್ರೇಯಾ ಮತ್ತು ಸಂಗಡಿಗರು ನೆರವೇರಿಸಿದರು. ಮಹಾವಿದ್ಯಾಲಯದ ಸಸ್ಯಶಾಸ್ತ್ರ ವಿಭಾಗದ ಮುಖ್ಯಸ್ಥರಾದ ಡಾ. ಸೂರ್ಯಕಾಂತ ನಿರೂಪಿಸಿದರೆ, ಡಾ. ವಲ್ಲಿಕಾರ್ಜುನ ಕೋಟೆ ವಂದಿಸಿದರು. ಕಾರ್ಯಕ್ರಮದಲ್ಲಿ ವಿದ್ಯಾರ್ಥಿಗಳು, ಬೋಧಕ ಮತ್ತು ಬೋಧಕೇತರ ಸಿಬ್ಬಂದಿ ವರ್ಗದವರು ಉಪಸ್ಥಿತರಿದ್ದರು.: [523, 473, 682, 806]
- section-rule: [209, 979, 1487, 981]
- story4-text-a: ನ್ಯಾಯಾಲಯದ ಆದೇಶವನ್ನು ಆಧರಿಸಿ ನಾವು ಮುಂದಿನ ನಿರ್ಧಾರ ಕೈಗೊಳ್ಳುತ್ತೇವೆ" ಎಂದು ಹೇಳಿದರು. 12 ಸಾವಿರ ಕ್ಯೂಸೆಕ್ ನೀರು ಬಿಡುವುದು ರಾಜ್ಯಕ್ಕೆ ಅನುಕೂಲಕರವಲ್ಲ. ಸದ್ಯ ಕರ್ನಾಟಕದಲ್ಲಿ ಸುಮಾರು 76 ಟಿಎಂಸಿ ಅಡಿ ನೀರು ಲಭ್ಯವಿದೆ. ಆದರೆ 12,000 ಕ್ಯೂಸೆಕ್ ನೀರನ್ನು ತಮಿಳುನಾಡಿಗೆ ಹರಿಸುವುದು ರಾಜ್ಯದ ಪಾಲಿಗೆ ಅನುಕೂಲಕರವಲ್ಲ ಎಂದು ಹೇಳಿದರು. ಮತ್ತೊಂದೆಡೆ ತಮಿಳುನಾಡಿನ ಭೂಪನಿ ಮತ್ತು ಮೆಟ್ಟೂರು ಜಲಾಶಯಗಳಲ್ಲಿ ಸಾಕಷ್ಟು ನೀರಿದೆ ತಮಿಳುನಾಡಿನಲ್ಲಿ ಅಂತರ್ಜಲ ಲಭ್ಯತೆಯೂ ಉತ್ತಮವಾಗಿದೆ. ಶೀಘ್ರದಲ್ಲೇ ಈಶಾನ್ಯ ಮುಂಗಾರು ಆರಂಭವಾಗಲಿದೆ. ಜುಲೈ 29ರಂದೇ ಸುಮಾರು 10 ಟಿಎಂಸಿ ಅಡಿ ನೀರು ತಮಿಳುನಾಡಿಗೆ ಹರಿದು ಹೋಗಿದೆ" ಎಂದು ವಿವರಿಸಿದರು. ಕಾವೇರಿ ವಿಚಾರದಲ್ಲಿ ಕರ್ನಾಟಕ: [1022, 1258, 1178, 1690]
- page-number: Page No 3: [1338, 193, 1425, 210]
- story1-headline-2: ಗ್ರಂಥಾಲಯ ಮಹಾವಿದ್ಯಾಲಯದ ಹೃದಯ–ಡಾ. ರಜನೀಶ್ ಎಸ್. ವಾಲಿ: [209, 253, 680, 277]
- story2-text-a: ಬೀದರ್: ರಂಗಭೂಮಿ ತರಬೇತಿಯಿಂದ ಯುವಜನರಲ್ಲಿ ವ್ಯಕ್ತಿತ್ವ ವಿಕಾಸ ಸಾಧ್ಯವಾಗಲಿದೆ ಎಂದು ಕರ್ನಾಟಕ ರಾಷ್ಟ್ರೀಯ ಶಿಕ್ಷಣ ಸಂಸ್ಥೆಯ ಕಾರ್ಯದರ್ಶಿ ಸತೀಶ ಪಾಟೀಲ ತಿಳಿಸಿದರು. ಮಂಗಳವಾರ ನಗರದ ಕರ್ನಾಟಕ ಕಾಲೇಜಿನಲ್ಲಿ ರಾಷ್ಟ್ರೀಯ ನಾಟಕ ಅಕಾಡೆಮಿ, ಕರ್ನಾಟಕ ಸಾಹಿತ್ಯ ಸಂಘ ಹಾಗೂ ಕರ್ನಾಟಕ ಕಾಲೇಜಿನ ಸಾಂಸ್ಕೃತಿಕ ಸಮಿತಿಗಳ ಸಹಯೋಗದಲ್ಲಿ ಜರುಗಿದ ಒಂದು ತಿಂಗಳ ಪರ್ಯಂತರ ರಂಗಭೂಮಿ ಕಾರ್ಯಾಗಾರ ಮತ್ತು ನಾಟಕ ನಿರ್ಮಾಣ ಶಿಬಿರ ಉದ್ಘಾಟಿಸಿ ಮಾತನಾಡಿರುವ ಅವರು, ಇದರಿಂದ ಅವರ ವ್ಯಕ್ತಿತ್ವ ವಿಕಾಸಕ್ಕೆ ಸಹಕಾರಿಯಾಗುತ್ತದೆ. ಹಾಗೂ ನಟನೆ, ಧ್ವನಿ, ಸ್ಪಷ್ಟತೆ, ನಿರ್ಭಯ ಭಾವ, ಸಂವಹನ ಕಲೆ ಮತ್ತು ಸೃಜನಾತ್ಮಕ ಚಿಂತನೆ ಬೆಳೆಸಲು ರಂಗಭೂಮಿ ಸಹಕಾರಿ. ಭಾಷಾ ಕೌಶಲ್ಯ ವೃದ್ಧಿಯಾಗುವುದರ ಜೊತೆಗೆ ವ್ಯಕ್ತಿತ್ವ ವಿಕಸನಕ್ಕೆ ಹೆಚ್ಚಿನ ಒತ್ತು ನೀಡುತ್ತದೆ. ರಂಗಭೂಮಿ ತರಬೇತಿಯಿಂದ ಸಂವಹನ: [695, 337, 849, 809]
- story2-text-c: ಶಿಬಿರದಿಂದ ಭಾವನಾತ್ಮಕ ಬೆಳವಣಿಗೆ ಹಾಗೂ ಒತ್ತಡ ನಿವಾರಣೆಗೆ ಪೂರಕವಾಗಲಿದೆ. ನಾಟಕದಲ್ಲಿ ಬಡವನಿದ್ದವ ಶ್ರೀಮಂತ ನಾಗುತ್ತಾನೆ, ರಾಜನಾಗುತ್ತಾನೆ. ಇದು ಬೇರೆಯವರ ಪಾತ್ರದಲ್ಲಿ ಬದುಕಿ ನೋಡುವ ಸೌಭಾಗ್ಯ ತಂದು ಕೊಡುತ್ತದೆ. ಇದರಿಂದ ಸಹಾನುಭೂತಿ ಮೂಡುತ್ತದೆ. ದುಃಖವನ್ನು ಅಭಿನಯಿಸುವ ಮೂಲಕ ಅದನ್ನು ಹೊರ ಹಾಕುವ ಅವಕಾಶ ದೊರಕುತ್ತದೆ. ಮೊಬೈಲ್ ಗೇಮ್ ಮತ್ತು ನೈಜವಾಗಿ ಮಾನವರ ಜೊತೆ ಆಟ ಆಡುವ ಅವಕಾಶ ಕಡಿಮೆಯಾಗುತ್ತಿದೆ. ನಾಟಕದ ಪಾತ್ರ ಮಾಡುವ ಮೂಲಕ ಮಾನಸಿಕ ಆರೋಗ್ಯ ವೃದ್ಧಿಗೂ ಇದರಿಂದ ಸಹಾಯವಾಗಲಿದೆ: [1014, 501, 1170, 834]
